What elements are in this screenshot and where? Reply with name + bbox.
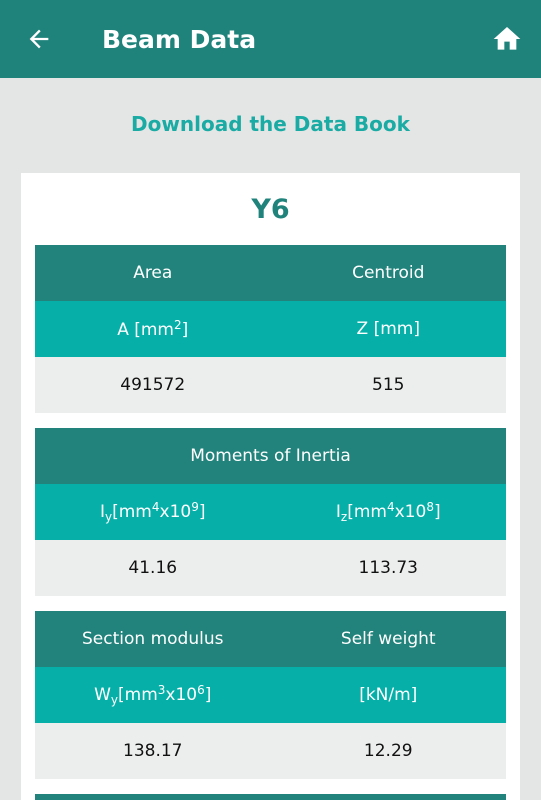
header-self-weight: Self weight bbox=[340, 629, 436, 649]
table-units-row bbox=[35, 667, 506, 723]
table-header-row bbox=[35, 428, 506, 484]
unit-iz: $I_z[mm^4x10^8]$ bbox=[335, 500, 441, 524]
table-values-row bbox=[35, 357, 506, 413]
value-self-weight: 12.29 bbox=[363, 741, 413, 761]
header-area: Area bbox=[133, 263, 173, 283]
header-section-modulus: Section modulus bbox=[82, 629, 224, 649]
section-modulus-table bbox=[35, 611, 506, 779]
section-title: Y6 bbox=[251, 194, 290, 225]
home-icon bbox=[491, 23, 523, 55]
unit-area: A $[mm^2]$ bbox=[117, 318, 189, 340]
arrow-left-icon bbox=[25, 25, 53, 53]
moments-of-inertia-table bbox=[35, 428, 506, 596]
value-iz: 113.73 bbox=[358, 558, 418, 578]
unit-wy: $W_y[mm^3x10^6]$ bbox=[94, 683, 212, 707]
next-table-header bbox=[35, 794, 506, 800]
table-units-row bbox=[35, 484, 506, 540]
table-header-row bbox=[35, 245, 506, 301]
download-data-book-link[interactable]: Download the Data Book bbox=[131, 112, 410, 136]
value-centroid: 515 bbox=[372, 375, 405, 395]
page-title: Beam Data bbox=[102, 25, 257, 54]
table-header-row bbox=[35, 611, 506, 667]
header-centroid: Centroid bbox=[352, 263, 425, 283]
table-units-row bbox=[35, 301, 506, 357]
home-button[interactable] bbox=[490, 22, 524, 56]
unit-iy: $I_y[mm^4x10^9]$ bbox=[99, 500, 206, 524]
value-area: 491572 bbox=[120, 375, 186, 395]
unit-self-weight: [kN/m] bbox=[359, 685, 418, 705]
value-section-modulus: 138.17 bbox=[123, 741, 183, 761]
area-centroid-table bbox=[35, 245, 506, 413]
back-button[interactable] bbox=[22, 22, 56, 56]
table-values-row bbox=[35, 723, 506, 779]
app-bar bbox=[0, 0, 541, 78]
unit-centroid: Z [mm] bbox=[356, 319, 420, 339]
value-iy: 41.16 bbox=[128, 558, 178, 578]
header-moments-of-inertia: Moments of Inertia bbox=[190, 446, 351, 466]
table-values-row bbox=[35, 540, 506, 596]
beam-card bbox=[21, 173, 520, 800]
